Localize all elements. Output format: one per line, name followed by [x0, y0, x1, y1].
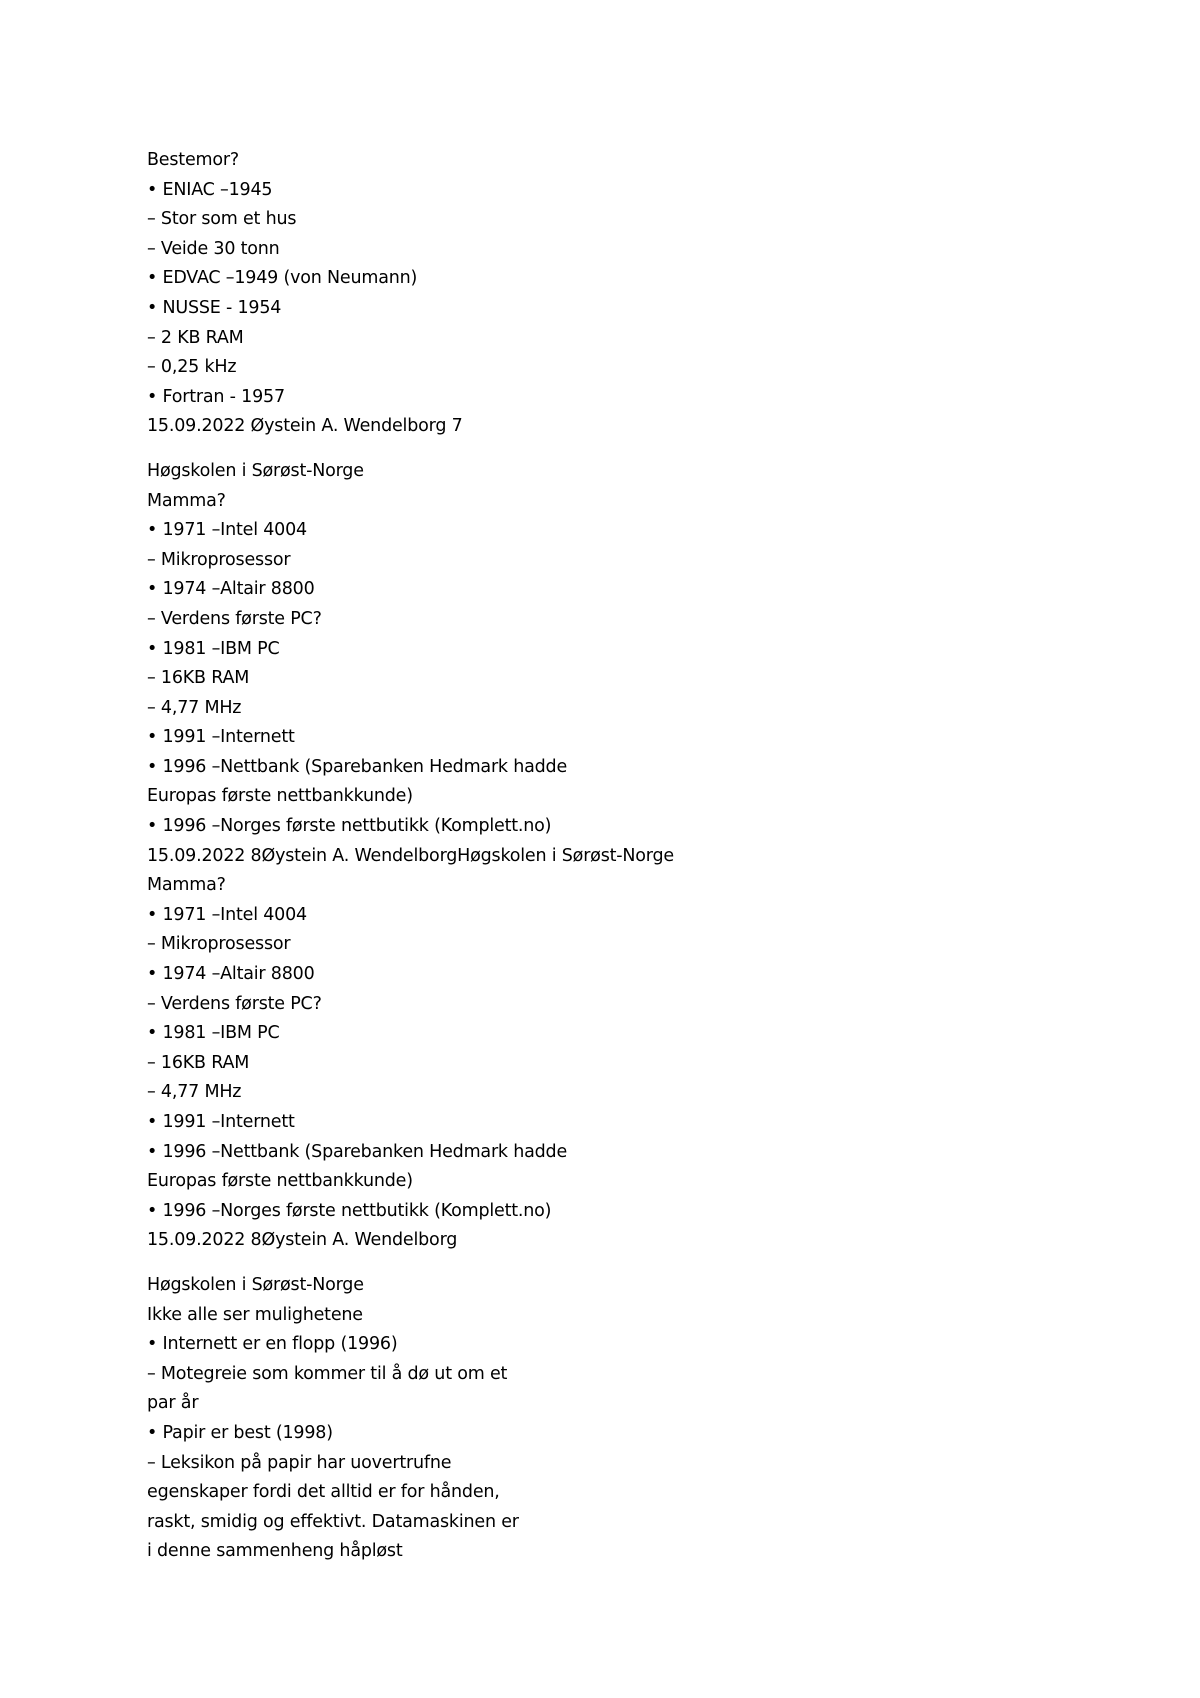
text-line: Mamma?: [147, 490, 226, 511]
text-line: – Verdens første PC?: [147, 993, 322, 1014]
text-line: – Mikroprosessor: [147, 549, 291, 570]
text-line: – Verdens første PC?: [147, 608, 322, 629]
text-line: egenskaper fordi det alltid er for hånden,: [147, 1482, 500, 1503]
text-line: Høgskolen i Sørøst-Norge: [147, 460, 364, 481]
text-line: • 1974 –Altair 8800: [147, 579, 315, 600]
text-line: • EDVAC –1949 (von Neumann): [147, 268, 418, 289]
text-line: • ENIAC –1945: [147, 179, 273, 200]
text-line: Europas første nettbankkunde): [147, 786, 413, 807]
text-line: • 1996 –Norges første nettbutikk (Komplett.no): [147, 816, 552, 837]
text-line: • 1996 –Nettbank (Sparebanken Hedmark hadde: [147, 1141, 568, 1162]
text-line: – Mikroprosessor: [147, 934, 291, 955]
text-line: • 1981 –IBM PC: [147, 1023, 280, 1044]
text-line: • 1971 –Intel 4004: [147, 520, 307, 541]
text-line: Bestemor?: [147, 150, 239, 170]
text-line: Mamma?: [147, 875, 226, 896]
text-line: 15.09.2022 8Øystein A. Wendelborg: [147, 1230, 458, 1251]
text-line: – 4,77 MHz: [147, 1082, 242, 1103]
text-line: par år: [147, 1393, 199, 1414]
text-line: – 16KB RAM: [147, 668, 250, 689]
paragraph-gap: [147, 442, 1047, 457]
text-line: • 1991 –Internett: [147, 727, 295, 748]
text-line: raskt, smidig og effektivt. Datamaskinen er: [147, 1511, 519, 1532]
text-line: • 1974 –Altair 8800: [147, 964, 315, 985]
text-line: Ikke alle ser mulighetene: [147, 1304, 363, 1325]
text-line: – 2 KB RAM: [147, 327, 244, 348]
text-line: – Stor som et hus: [147, 209, 297, 230]
text-line: • Fortran - 1957: [147, 386, 285, 407]
text-line: i denne sammenheng håpløst: [147, 1541, 403, 1562]
text-line: 15.09.2022 Øystein A. Wendelborg 7: [147, 416, 463, 437]
text-line: • 1996 –Nettbank (Sparebanken Hedmark hadde: [147, 756, 568, 777]
text-line: 15.09.2022 8Øystein A. WendelborgHøgskolen i Sørøst-Norge: [147, 845, 674, 866]
text-line: – 16KB RAM: [147, 1052, 250, 1073]
document-text: [147, 146, 1047, 1567]
text-line: • 1996 –Norges første nettbutikk (Komplett.no): [147, 1200, 552, 1221]
text-line: – 0,25 kHz: [147, 357, 237, 378]
text-line: – 4,77 MHz: [147, 697, 242, 718]
text-line: • 1971 –Intel 4004: [147, 904, 307, 925]
text-line: – Leksikon på papir har uovertrufne: [147, 1452, 452, 1473]
text-line: Europas første nettbankkunde): [147, 1171, 413, 1192]
text-line: • Internett er en flopp (1996): [147, 1334, 398, 1355]
paragraph-gap: [147, 1256, 1047, 1271]
text-line: – Motegreie som kommer til å dø ut om et: [147, 1363, 508, 1384]
text-line: – Veide 30 tonn: [147, 238, 280, 259]
text-line: • Papir er best (1998): [147, 1422, 333, 1443]
text-line: • NUSSE - 1954: [147, 297, 282, 318]
text-line: • 1981 –IBM PC: [147, 638, 280, 659]
text-line: • 1991 –Internett: [147, 1112, 295, 1132]
text-line: Høgskolen i Sørøst-Norge: [147, 1274, 364, 1295]
